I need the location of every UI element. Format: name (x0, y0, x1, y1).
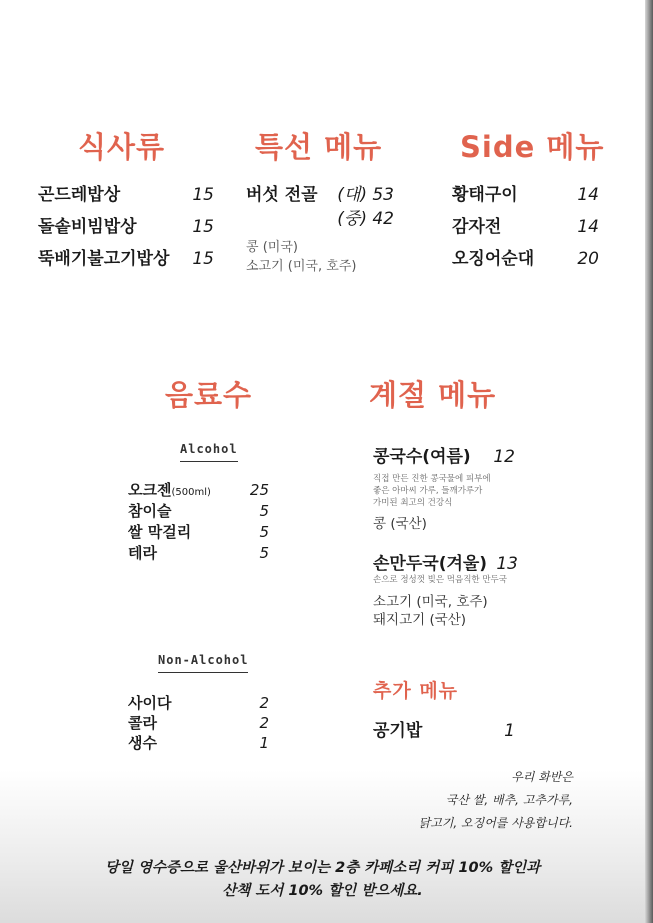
side-item (452, 180, 599, 205)
extra-item-name: 공기밥 (373, 721, 423, 741)
side-item (452, 212, 599, 237)
special-size-large: (대) 53 (337, 185, 394, 205)
meal-item-price: 15 (192, 217, 214, 237)
meal-section-title: 식사류 (78, 130, 166, 164)
alcohol-item-name: 테라 (128, 544, 157, 562)
non-alcohol-item-price: 1 (259, 734, 269, 752)
side-item-name: 감자전 (452, 217, 502, 237)
special-item (246, 180, 394, 205)
non-alcohol-item-name: 콜라 (128, 714, 157, 732)
seasonal-item-description: 직접 만든 진한 콩국물에 피부에 좋은 아마씨 가루, 들깨가루가 가미된 최고의 건강식 (373, 474, 491, 508)
seasonal-item-price: 13 (496, 554, 518, 574)
alcohol-item (128, 479, 269, 500)
meal-item (38, 244, 214, 269)
seasonal-item-name: 손만두국(겨울) (373, 554, 488, 574)
non-alcohol-item (128, 712, 269, 733)
non-alcohol-item-name: 사이다 (128, 694, 172, 712)
side-item-price: 14 (577, 217, 599, 237)
extra-item (373, 716, 515, 741)
special-origin-1: 콩 (미국) (246, 240, 298, 255)
extra-item-price: 1 (504, 721, 515, 741)
discount-footer: 당일 영수증으로 울산바위가 보이는 2층 카페소리 커피 10% 할인과 산책 도서 10% 할인 받으세요. (104, 860, 541, 899)
drinks-section-title: 음료수 (165, 378, 253, 412)
special-item-name: 버섯 전골 (246, 185, 318, 205)
alcohol-item-name: 참이슬 (128, 502, 172, 520)
side-item-name: 오징어순대 (452, 249, 535, 269)
non-alcohol-item-price: 2 (259, 714, 269, 732)
meal-item (38, 212, 214, 237)
alcohol-item-volume: (500ml) (171, 487, 211, 498)
extra-section-title: 추가 메뉴 (373, 680, 459, 702)
non-alcohol-item-name: 생수 (128, 734, 157, 752)
special-origin-2: 소고기 (미국, 호주) (246, 259, 357, 274)
seasonal-item-name: 콩국수(여름) (373, 447, 471, 467)
special-origin (246, 238, 356, 276)
seasonal-item-price: 12 (493, 447, 515, 467)
alcohol-item-name: 쌀 막걸리 (128, 523, 192, 541)
meal-item-price: 15 (192, 185, 214, 205)
non-alcohol-item-price: 2 (259, 694, 269, 712)
meal-item-name: 곤드레밥상 (38, 185, 121, 205)
alcohol-item-price: 25 (249, 481, 269, 499)
side-item (452, 244, 599, 269)
alcohol-item (128, 542, 269, 563)
seasonal-item-origin: 콩 (국산) (373, 516, 427, 532)
alcohol-item-price: 5 (259, 523, 269, 541)
non-alcohol-item (128, 732, 269, 753)
special-size-medium: (중) 42 (337, 209, 394, 229)
alcohol-item-price: 5 (259, 544, 269, 562)
non-alcohol-item (128, 692, 269, 713)
side-item-price: 14 (577, 185, 599, 205)
side-item-name: 황태구이 (452, 185, 518, 205)
alcohol-heading: Alcohol (180, 442, 238, 462)
special-item-medium (330, 204, 394, 229)
seasonal-section-title: 계절 메뉴 (369, 378, 497, 412)
meal-item-name: 돌솥비빔밥상 (38, 217, 137, 237)
non-alcohol-heading: Non-Alcohol (158, 653, 248, 673)
page-edge (645, 0, 653, 923)
alcohol-item-name: 오크젠(500ml) (128, 481, 211, 499)
seasonal-item-origin: 소고기 (미국, 호주) 돼지고기 (국산) (373, 594, 488, 628)
meal-item-price: 15 (192, 249, 214, 269)
seasonal-item (373, 549, 518, 574)
meal-item-name: 뚝배기불고기밥상 (38, 249, 170, 269)
meal-item (38, 180, 214, 205)
seasonal-item (373, 442, 515, 467)
side-item-price: 20 (577, 249, 599, 269)
seasonal-item-description: 손으로 정성껏 빚은 먹음직한 만두국 (373, 575, 507, 585)
alcohol-item (128, 500, 269, 521)
side-section-title: Side 메뉴 (460, 130, 605, 164)
ingredient-origin-note: 우리 화반은 국산 쌀, 배추, 고추가루, 닭고기, 오징어를 사용합니다. (418, 770, 573, 830)
special-section-title: 특선 메뉴 (255, 130, 383, 164)
alcohol-item-price: 5 (259, 502, 269, 520)
alcohol-item (128, 521, 269, 542)
